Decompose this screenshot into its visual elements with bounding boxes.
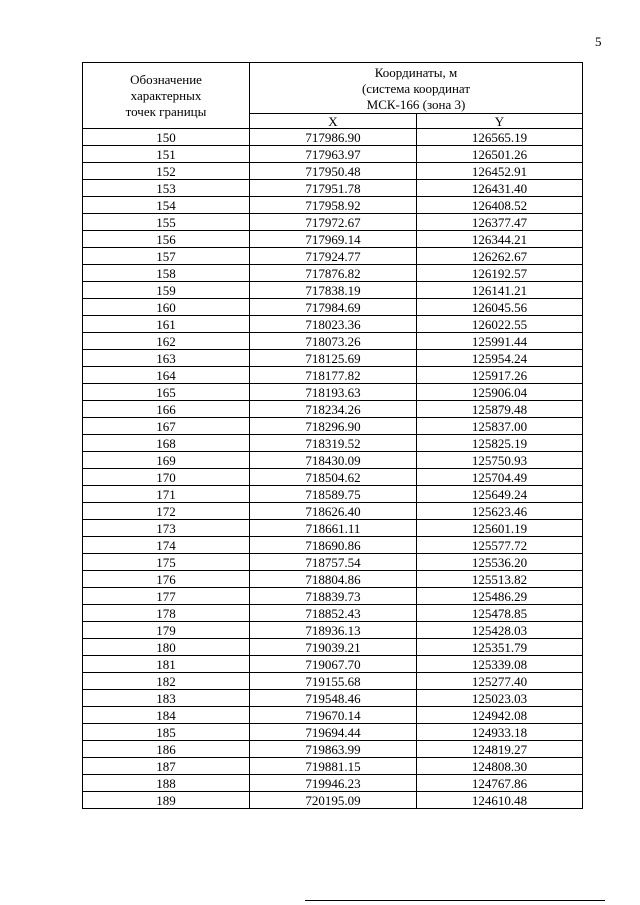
x-cell: 717950.48 bbox=[250, 163, 417, 180]
table-row bbox=[83, 316, 583, 333]
x-cell: 718125.69 bbox=[250, 350, 417, 367]
point-id-cell: 166 bbox=[83, 401, 250, 418]
table-row bbox=[83, 401, 583, 418]
point-id-cell: 181 bbox=[83, 656, 250, 673]
point-id-cell: 158 bbox=[83, 265, 250, 282]
x-cell: 718839.73 bbox=[250, 588, 417, 605]
point-id-cell: 176 bbox=[83, 571, 250, 588]
y-cell: 125601.19 bbox=[417, 520, 583, 537]
point-id-cell: 170 bbox=[83, 469, 250, 486]
point-id-cell: 162 bbox=[83, 333, 250, 350]
x-cell: 718319.52 bbox=[250, 435, 417, 452]
x-cell: 718690.86 bbox=[250, 537, 417, 554]
point-id-cell: 164 bbox=[83, 367, 250, 384]
point-id-cell: 185 bbox=[83, 724, 250, 741]
point-id-cell: 188 bbox=[83, 775, 250, 792]
table-row bbox=[83, 350, 583, 367]
x-cell: 720195.09 bbox=[250, 792, 417, 809]
y-cell: 125917.26 bbox=[417, 367, 583, 384]
y-cell: 125513.82 bbox=[417, 571, 583, 588]
y-cell: 125486.29 bbox=[417, 588, 583, 605]
point-id-cell: 160 bbox=[83, 299, 250, 316]
table-row bbox=[83, 197, 583, 214]
point-id-cell: 175 bbox=[83, 554, 250, 571]
point-id-cell: 184 bbox=[83, 707, 250, 724]
x-cell: 719155.68 bbox=[250, 673, 417, 690]
table-row bbox=[83, 486, 583, 503]
y-cell: 125623.46 bbox=[417, 503, 583, 520]
y-cell: 125837.00 bbox=[417, 418, 583, 435]
x-cell: 718589.75 bbox=[250, 486, 417, 503]
table-row bbox=[83, 129, 583, 146]
table-row bbox=[83, 163, 583, 180]
point-id-cell: 165 bbox=[83, 384, 250, 401]
coordinates-header-line: МСК-166 (зона 3) bbox=[366, 97, 466, 112]
y-cell: 125879.48 bbox=[417, 401, 583, 418]
x-cell: 719039.21 bbox=[250, 639, 417, 656]
table-row bbox=[83, 656, 583, 673]
table-row bbox=[83, 554, 583, 571]
y-header: Y bbox=[417, 114, 583, 129]
x-cell: 718936.13 bbox=[250, 622, 417, 639]
y-cell: 125750.93 bbox=[417, 452, 583, 469]
point-label-header bbox=[83, 63, 250, 129]
x-cell: 718504.62 bbox=[250, 469, 417, 486]
point-id-cell: 156 bbox=[83, 231, 250, 248]
y-cell: 125954.24 bbox=[417, 350, 583, 367]
point-id-cell: 159 bbox=[83, 282, 250, 299]
table-row bbox=[83, 248, 583, 265]
page-number: 5 bbox=[595, 34, 602, 49]
table-row bbox=[83, 435, 583, 452]
point-id-cell: 153 bbox=[83, 180, 250, 197]
y-cell: 124942.08 bbox=[417, 707, 583, 724]
x-cell: 717972.67 bbox=[250, 214, 417, 231]
coordinates-header-line: (система координат bbox=[361, 81, 471, 96]
y-cell: 125277.40 bbox=[417, 673, 583, 690]
x-cell: 717958.92 bbox=[250, 197, 417, 214]
x-cell: 719067.70 bbox=[250, 656, 417, 673]
table-row bbox=[83, 333, 583, 350]
y-cell: 124610.48 bbox=[417, 792, 583, 809]
table-row bbox=[83, 724, 583, 741]
table-row bbox=[83, 299, 583, 316]
y-cell: 126045.56 bbox=[417, 299, 583, 316]
y-cell: 125704.49 bbox=[417, 469, 583, 486]
y-cell: 126022.55 bbox=[417, 316, 583, 333]
x-cell: 717984.69 bbox=[250, 299, 417, 316]
point-id-cell: 183 bbox=[83, 690, 250, 707]
coordinates-table bbox=[82, 62, 583, 809]
point-id-cell: 178 bbox=[83, 605, 250, 622]
y-cell: 126431.40 bbox=[417, 180, 583, 197]
table-row bbox=[83, 503, 583, 520]
y-cell: 126141.21 bbox=[417, 282, 583, 299]
table-row bbox=[83, 673, 583, 690]
x-cell: 718023.36 bbox=[250, 316, 417, 333]
point-id-cell: 186 bbox=[83, 741, 250, 758]
point-id-cell: 174 bbox=[83, 537, 250, 554]
point-id-cell: 177 bbox=[83, 588, 250, 605]
point-id-cell: 168 bbox=[83, 435, 250, 452]
x-header: X bbox=[250, 114, 417, 129]
table-row bbox=[83, 452, 583, 469]
point-id-cell: 173 bbox=[83, 520, 250, 537]
table-row bbox=[83, 588, 583, 605]
point-id-cell: 169 bbox=[83, 452, 250, 469]
point-id-cell: 187 bbox=[83, 758, 250, 775]
x-cell: 719946.23 bbox=[250, 775, 417, 792]
y-cell: 126262.67 bbox=[417, 248, 583, 265]
point-id-cell: 163 bbox=[83, 350, 250, 367]
header-row bbox=[83, 63, 583, 114]
table-row bbox=[83, 758, 583, 775]
y-cell: 125478.85 bbox=[417, 605, 583, 622]
y-cell: 124819.27 bbox=[417, 741, 583, 758]
point-id-cell: 180 bbox=[83, 639, 250, 656]
y-cell: 126408.52 bbox=[417, 197, 583, 214]
y-cell: 125351.79 bbox=[417, 639, 583, 656]
x-cell: 718661.11 bbox=[250, 520, 417, 537]
x-cell: 719863.99 bbox=[250, 741, 417, 758]
point-id-cell: 172 bbox=[83, 503, 250, 520]
table-row bbox=[83, 571, 583, 588]
x-cell: 718234.26 bbox=[250, 401, 417, 418]
x-cell: 718073.26 bbox=[250, 333, 417, 350]
y-cell: 125339.08 bbox=[417, 656, 583, 673]
point-id-cell: 179 bbox=[83, 622, 250, 639]
x-cell: 718296.90 bbox=[250, 418, 417, 435]
table-row bbox=[83, 367, 583, 384]
y-cell: 126452.91 bbox=[417, 163, 583, 180]
x-cell: 717951.78 bbox=[250, 180, 417, 197]
table-row bbox=[83, 741, 583, 758]
point-id-cell: 189 bbox=[83, 792, 250, 809]
y-cell: 126192.57 bbox=[417, 265, 583, 282]
x-cell: 718177.82 bbox=[250, 367, 417, 384]
table-body bbox=[83, 129, 583, 809]
point-label-header-line: точек границы bbox=[125, 103, 207, 119]
y-cell: 125649.24 bbox=[417, 486, 583, 503]
point-id-cell: 155 bbox=[83, 214, 250, 231]
y-cell: 126344.21 bbox=[417, 231, 583, 248]
x-cell: 719670.14 bbox=[250, 707, 417, 724]
point-id-cell: 151 bbox=[83, 146, 250, 163]
y-cell: 126501.26 bbox=[417, 146, 583, 163]
point-label-header-line: Обозначение bbox=[130, 71, 202, 87]
x-cell: 717876.82 bbox=[250, 265, 417, 282]
y-cell: 125428.03 bbox=[417, 622, 583, 639]
y-cell: 124808.30 bbox=[417, 758, 583, 775]
x-cell: 717963.97 bbox=[250, 146, 417, 163]
point-id-cell: 182 bbox=[83, 673, 250, 690]
coordinates-header bbox=[250, 63, 583, 114]
x-cell: 719548.46 bbox=[250, 690, 417, 707]
table-row bbox=[83, 792, 583, 809]
y-cell: 125577.72 bbox=[417, 537, 583, 554]
x-cell: 718626.40 bbox=[250, 503, 417, 520]
point-id-cell: 150 bbox=[83, 129, 250, 146]
table-row bbox=[83, 639, 583, 656]
table-row bbox=[83, 537, 583, 554]
y-cell: 125906.04 bbox=[417, 384, 583, 401]
point-id-cell: 171 bbox=[83, 486, 250, 503]
x-cell: 718430.09 bbox=[250, 452, 417, 469]
x-cell: 717924.77 bbox=[250, 248, 417, 265]
x-cell: 718193.63 bbox=[250, 384, 417, 401]
table-row bbox=[83, 265, 583, 282]
point-id-cell: 154 bbox=[83, 197, 250, 214]
x-cell: 719694.44 bbox=[250, 724, 417, 741]
x-cell: 717838.19 bbox=[250, 282, 417, 299]
table-row bbox=[83, 469, 583, 486]
x-cell: 718804.86 bbox=[250, 571, 417, 588]
y-cell: 126565.19 bbox=[417, 129, 583, 146]
point-id-cell: 167 bbox=[83, 418, 250, 435]
table-row bbox=[83, 282, 583, 299]
y-cell: 125991.44 bbox=[417, 333, 583, 350]
table-row bbox=[83, 605, 583, 622]
x-cell: 718852.43 bbox=[250, 605, 417, 622]
table-row bbox=[83, 775, 583, 792]
table-row bbox=[83, 384, 583, 401]
point-id-cell: 152 bbox=[83, 163, 250, 180]
table-row bbox=[83, 231, 583, 248]
table-row bbox=[83, 418, 583, 435]
x-cell: 717986.90 bbox=[250, 129, 417, 146]
y-cell: 125825.19 bbox=[417, 435, 583, 452]
table-row bbox=[83, 622, 583, 639]
y-cell: 126377.47 bbox=[417, 214, 583, 231]
y-cell: 124933.18 bbox=[417, 724, 583, 741]
bottom-rule bbox=[305, 900, 605, 901]
table-row bbox=[83, 690, 583, 707]
x-cell: 719881.15 bbox=[250, 758, 417, 775]
table-row bbox=[83, 520, 583, 537]
table-row bbox=[83, 214, 583, 231]
table-row bbox=[83, 146, 583, 163]
point-label-header-line: характерных bbox=[130, 87, 202, 103]
coordinates-header-line: Координаты, м bbox=[374, 65, 458, 80]
y-cell: 124767.86 bbox=[417, 775, 583, 792]
table-row bbox=[83, 707, 583, 724]
point-id-cell: 161 bbox=[83, 316, 250, 333]
y-cell: 125023.03 bbox=[417, 690, 583, 707]
x-cell: 718757.54 bbox=[250, 554, 417, 571]
point-id-cell: 157 bbox=[83, 248, 250, 265]
table-row bbox=[83, 180, 583, 197]
y-cell: 125536.20 bbox=[417, 554, 583, 571]
x-cell: 717969.14 bbox=[250, 231, 417, 248]
